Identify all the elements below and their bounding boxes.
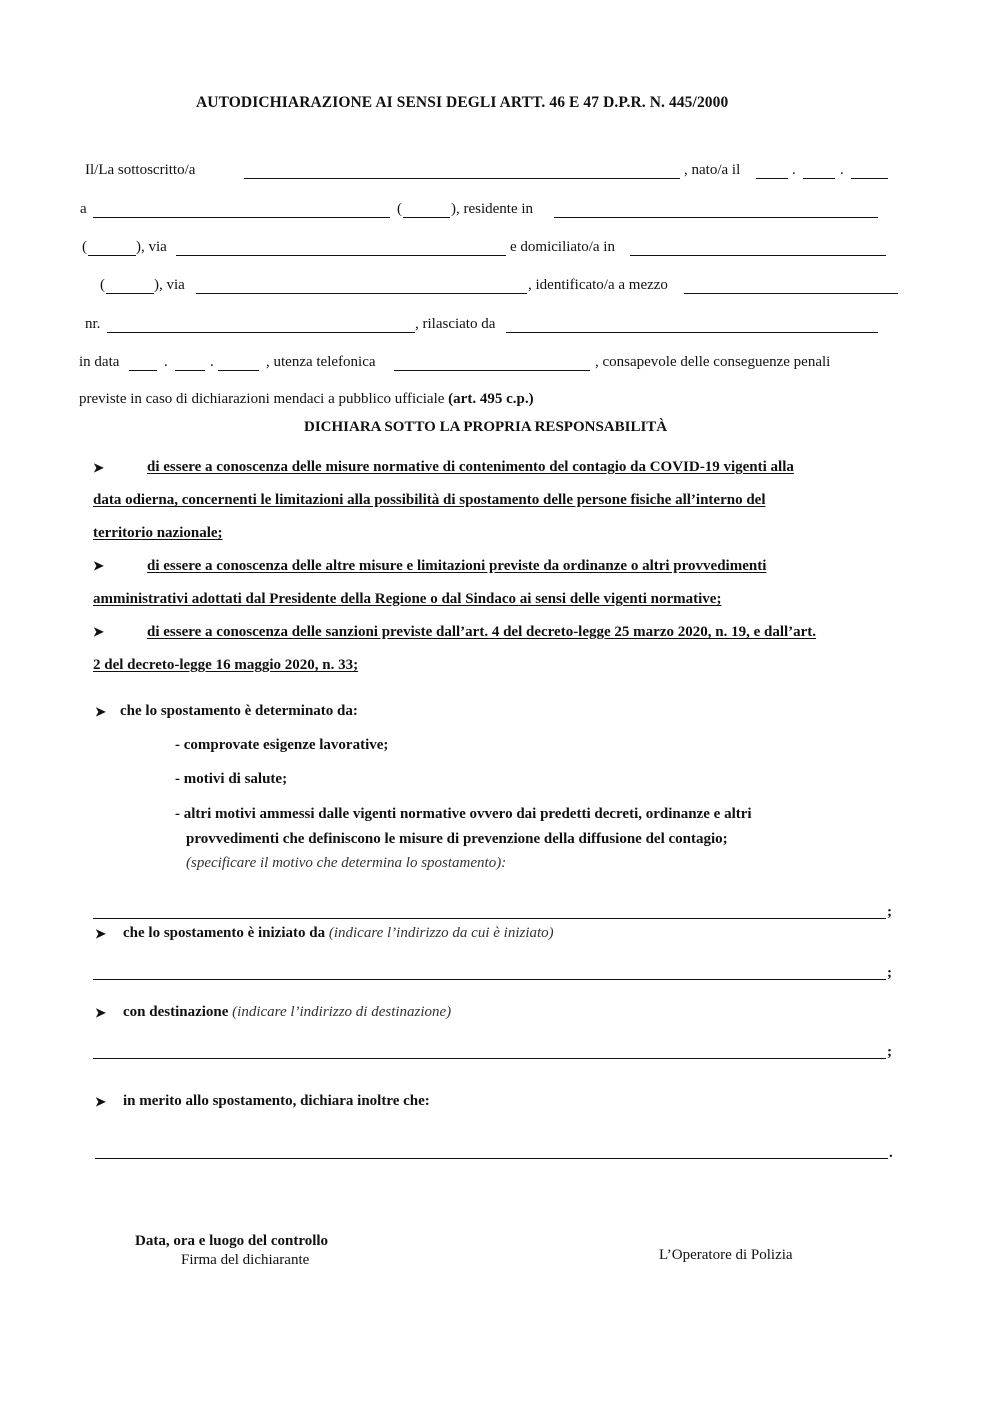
reason-option-other-line-2: provvedimenti che definiscono le misure di prevenzione della diffusione del contagio; bbox=[186, 831, 728, 847]
id-number-field[interactable] bbox=[107, 332, 415, 333]
start-label: che lo spostamento è iniziato da bbox=[123, 925, 326, 941]
birthplace-field[interactable] bbox=[93, 217, 390, 218]
province-open: ( bbox=[100, 277, 105, 293]
awareness-item-3-line-2: 2 del decreto-legge 16 maggio 2020, n. 33; bbox=[93, 657, 359, 673]
domicile-field[interactable] bbox=[630, 255, 886, 256]
penalties-text bbox=[79, 392, 534, 407]
residence-province-field[interactable] bbox=[88, 255, 136, 256]
domicile-province-field[interactable] bbox=[106, 293, 154, 294]
awareness-item-1-line-3: territorio nazionale; bbox=[93, 525, 223, 541]
line-end-semicolon: ; bbox=[887, 904, 892, 920]
birth-month-field[interactable] bbox=[803, 178, 835, 179]
declarant-signature-label: Firma del dichiarante bbox=[181, 1252, 310, 1268]
awareness-item-3-line-1: di essere a conoscenza delle sanzioni previste dall’art. 4 del decreto-legge 25 marzo 2020, n. 19, e dall’art. bbox=[147, 624, 817, 640]
date-separator: . bbox=[840, 162, 844, 178]
start-hint: (indicare l’indirizzo da cui è iniziato) bbox=[328, 925, 554, 941]
issue-day-field[interactable] bbox=[129, 370, 157, 371]
residence-street-field[interactable] bbox=[176, 255, 506, 256]
date-place-label: Data, ora e luogo del controllo bbox=[135, 1233, 329, 1249]
awareness-item-2-line-2: amministrativi adottati dal Presidente della Regione o dal Sindaco ai sensi delle vigenti normative; bbox=[93, 591, 722, 607]
further-details-field[interactable] bbox=[95, 1158, 888, 1159]
arrow-bullet-icon: ➤ bbox=[95, 1005, 106, 1020]
line-end-semicolon: ; bbox=[887, 1044, 892, 1060]
awareness-item-2-line-1: di essere a conoscenza delle altre misure e limitazioni previste da ordinanze o altri provvedimenti bbox=[147, 558, 767, 574]
destination-address-field[interactable] bbox=[93, 1058, 886, 1059]
penalties-text-label: previste in caso di dichiarazioni mendaci a pubblico ufficiale bbox=[79, 391, 445, 407]
specify-hint: (specificare il motivo che determina lo spostamento): bbox=[186, 855, 507, 871]
resident-label: ), residente in bbox=[451, 201, 534, 217]
reason-details-field[interactable] bbox=[93, 918, 886, 919]
residence-field[interactable] bbox=[554, 217, 878, 218]
destination-label: con destinazione bbox=[123, 1004, 229, 1020]
province-open: ( bbox=[397, 201, 402, 217]
arrow-bullet-icon: ➤ bbox=[95, 704, 106, 719]
birth-year-field[interactable] bbox=[851, 178, 888, 179]
identified-label: , identificato/a a mezzo bbox=[528, 277, 668, 293]
start-label-row bbox=[123, 926, 554, 941]
destination-hint: (indicare l’indirizzo di destinazione) bbox=[232, 1004, 452, 1020]
birth-day-field[interactable] bbox=[756, 178, 788, 179]
phone-label: , utenza telefonica bbox=[266, 354, 376, 370]
arrow-bullet-icon: ➤ bbox=[93, 558, 104, 573]
issued-by-field[interactable] bbox=[506, 332, 878, 333]
domiciled-label: e domiciliato/a in bbox=[510, 239, 615, 255]
penalties-ref: (art. 495 c.p.) bbox=[448, 391, 534, 407]
issue-year-field[interactable] bbox=[218, 370, 259, 371]
further-label: in merito allo spostamento, dichiara inoltre che: bbox=[123, 1093, 430, 1109]
reason-option-work[interactable]: - comprovate esigenze lavorative; bbox=[175, 737, 389, 753]
reason-option-health[interactable]: - motivi di salute; bbox=[175, 771, 288, 787]
on-date-label: in data bbox=[79, 354, 120, 370]
arrow-bullet-icon: ➤ bbox=[95, 926, 106, 941]
line-end-period: . bbox=[889, 1145, 893, 1161]
name-field[interactable] bbox=[244, 178, 680, 179]
birth-province-field[interactable] bbox=[403, 217, 450, 218]
document-title: AUTODICHIARAZIONE AI SENSI DEGLI ARTT. 46 E 47 D.P.R. N. 445/2000 bbox=[196, 94, 729, 111]
destination-label-row bbox=[123, 1005, 451, 1020]
via-label: ), via bbox=[154, 277, 185, 293]
domicile-street-field[interactable] bbox=[196, 293, 527, 294]
issue-month-field[interactable] bbox=[175, 370, 205, 371]
arrow-bullet-icon: ➤ bbox=[93, 460, 104, 475]
id-document-field[interactable] bbox=[684, 293, 898, 294]
date-separator: . bbox=[792, 162, 796, 178]
line-end-semicolon: ; bbox=[887, 965, 892, 981]
awareness-item-1-line-2: data odierna, concernenti le limitazioni alla possibilità di spostamento delle persone fisiche all’interno del bbox=[93, 492, 766, 508]
nr-label: nr. bbox=[85, 316, 101, 332]
province-open: ( bbox=[82, 239, 87, 255]
date-separator: . bbox=[164, 354, 168, 370]
arrow-bullet-icon: ➤ bbox=[93, 624, 104, 639]
undersigned-label: Il/La sottoscritto/a bbox=[85, 162, 196, 178]
reasons-intro: che lo spostamento è determinato da: bbox=[120, 703, 358, 719]
declares-heading: DICHIARA SOTTO LA PROPRIA RESPONSABILITÀ bbox=[304, 419, 668, 435]
start-address-field[interactable] bbox=[93, 979, 886, 980]
awareness-item-1-line-1: di essere a conoscenza delle misure normative di contenimento del contagio da COVID-19 vigenti alla bbox=[147, 459, 794, 475]
issued-label: , rilasciato da bbox=[415, 316, 496, 332]
phone-field[interactable] bbox=[394, 370, 590, 371]
reason-option-other[interactable]: - altri motivi ammessi dalle vigenti normative ovvero dai predetti decreti, ordinanze e altri bbox=[175, 806, 752, 822]
place-prefix: a bbox=[80, 201, 87, 217]
date-separator: . bbox=[210, 354, 214, 370]
aware-label: , consapevole delle conseguenze penali bbox=[595, 354, 831, 370]
officer-signature-label: L’Operatore di Polizia bbox=[659, 1247, 793, 1263]
born-label: , nato/a il bbox=[684, 162, 741, 178]
via-label: ), via bbox=[136, 239, 167, 255]
arrow-bullet-icon: ➤ bbox=[95, 1094, 106, 1109]
